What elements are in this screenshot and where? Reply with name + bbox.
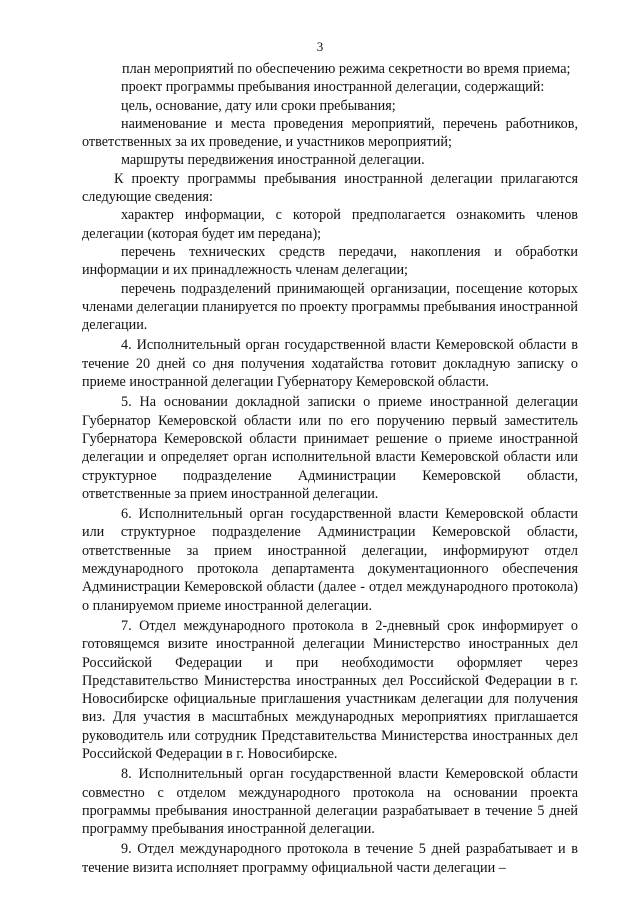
paragraph: маршруты передвижения иностранной делегации. <box>121 152 425 169</box>
paragraph: 5. На основании докладной записки о приеме иностранной делегации Губернатор Кемеровской области или по его поручению первый заместитель Губернатора Кемеровской области принимает решение о приеме иностранной делегации и определяет орган исполнительной власти Кемеровской области или структурное подразделение Администрации Кемеровской области, ответственные за прием иностранной делегации. <box>82 394 578 502</box>
paragraph: перечень технических средств передачи, накопления и обработки информации и их принадлежность членам делегации; <box>82 243 578 279</box>
paragraph: наименование и места проведения мероприятий, перечень работников, ответственных за их проведение, и участников мероприятий; <box>82 115 578 151</box>
paragraph: 9. Отдел международного протокола в течение 5 дней разрабатывает и в течение визита исполняет программу официальной части делегации – <box>82 841 578 876</box>
paragraph: 8. Исполнительный орган государственной власти Кемеровской области совместно с отделом международного протокола на основании проекта программы пребывания иностранной делегации разрабатывает в течение 5 дней программу пребывания иностранной делегации. <box>82 766 578 838</box>
page-number: 3 <box>316 39 324 54</box>
paragraph: характер информации, с которой предполагается ознакомить членов делегации (которая будет им передана); <box>82 207 578 242</box>
paragraph: перечень подразделений принимающей организации, посещение которых членами делегации планируется по проекту программы пребывания иностранной делегации. <box>82 280 578 334</box>
paragraph: К проекту программы пребывания иностранной делегации прилагаются следующие сведения: <box>82 170 578 206</box>
paragraph: цель, основание, дату или сроки пребывания; <box>121 97 396 114</box>
paragraph: 7. Отдел международного протокола в 2-дневный срок информирует о готовящемся визите иностранной делегации Министерство иностранных дел Российской Федерации и при необходимости оформляет через Представительство Министерства иностранных дел Российской Федерации в г. Новосибирске официальные приглашения участникам делегации для получения виз. Для участия в масштабных международных мероприятиях приглашается руководитель или сотрудник Представительства Министерства иностранных дел Российской Федерации в г. Новосибирске. <box>82 617 578 762</box>
paragraph: 6. Исполнительный орган государственной власти Кемеровской области или структурное подразделение Администрации Кемеровской области, ответственные за прием иностранной делегации, информируют отдел международного протокола департамента документационного обеспечения Администрации Кемеровской области (далее - отдел международного протокола) о планируемом приеме иностранной делегации. <box>82 506 578 614</box>
paragraph: план мероприятий по обеспечению режима секретности во время приема; <box>122 61 571 77</box>
paragraph: проект программы пребывания иностранной делегации, содержащий: <box>121 79 545 96</box>
paragraph: 4. Исполнительный орган государственной власти Кемеровской области в течение 20 дней со дня получения ходатайства готовит докладную записку о приеме иностранной делегации Губернатору Кемеровской области. <box>82 337 578 391</box>
document-body <box>82 60 578 877</box>
